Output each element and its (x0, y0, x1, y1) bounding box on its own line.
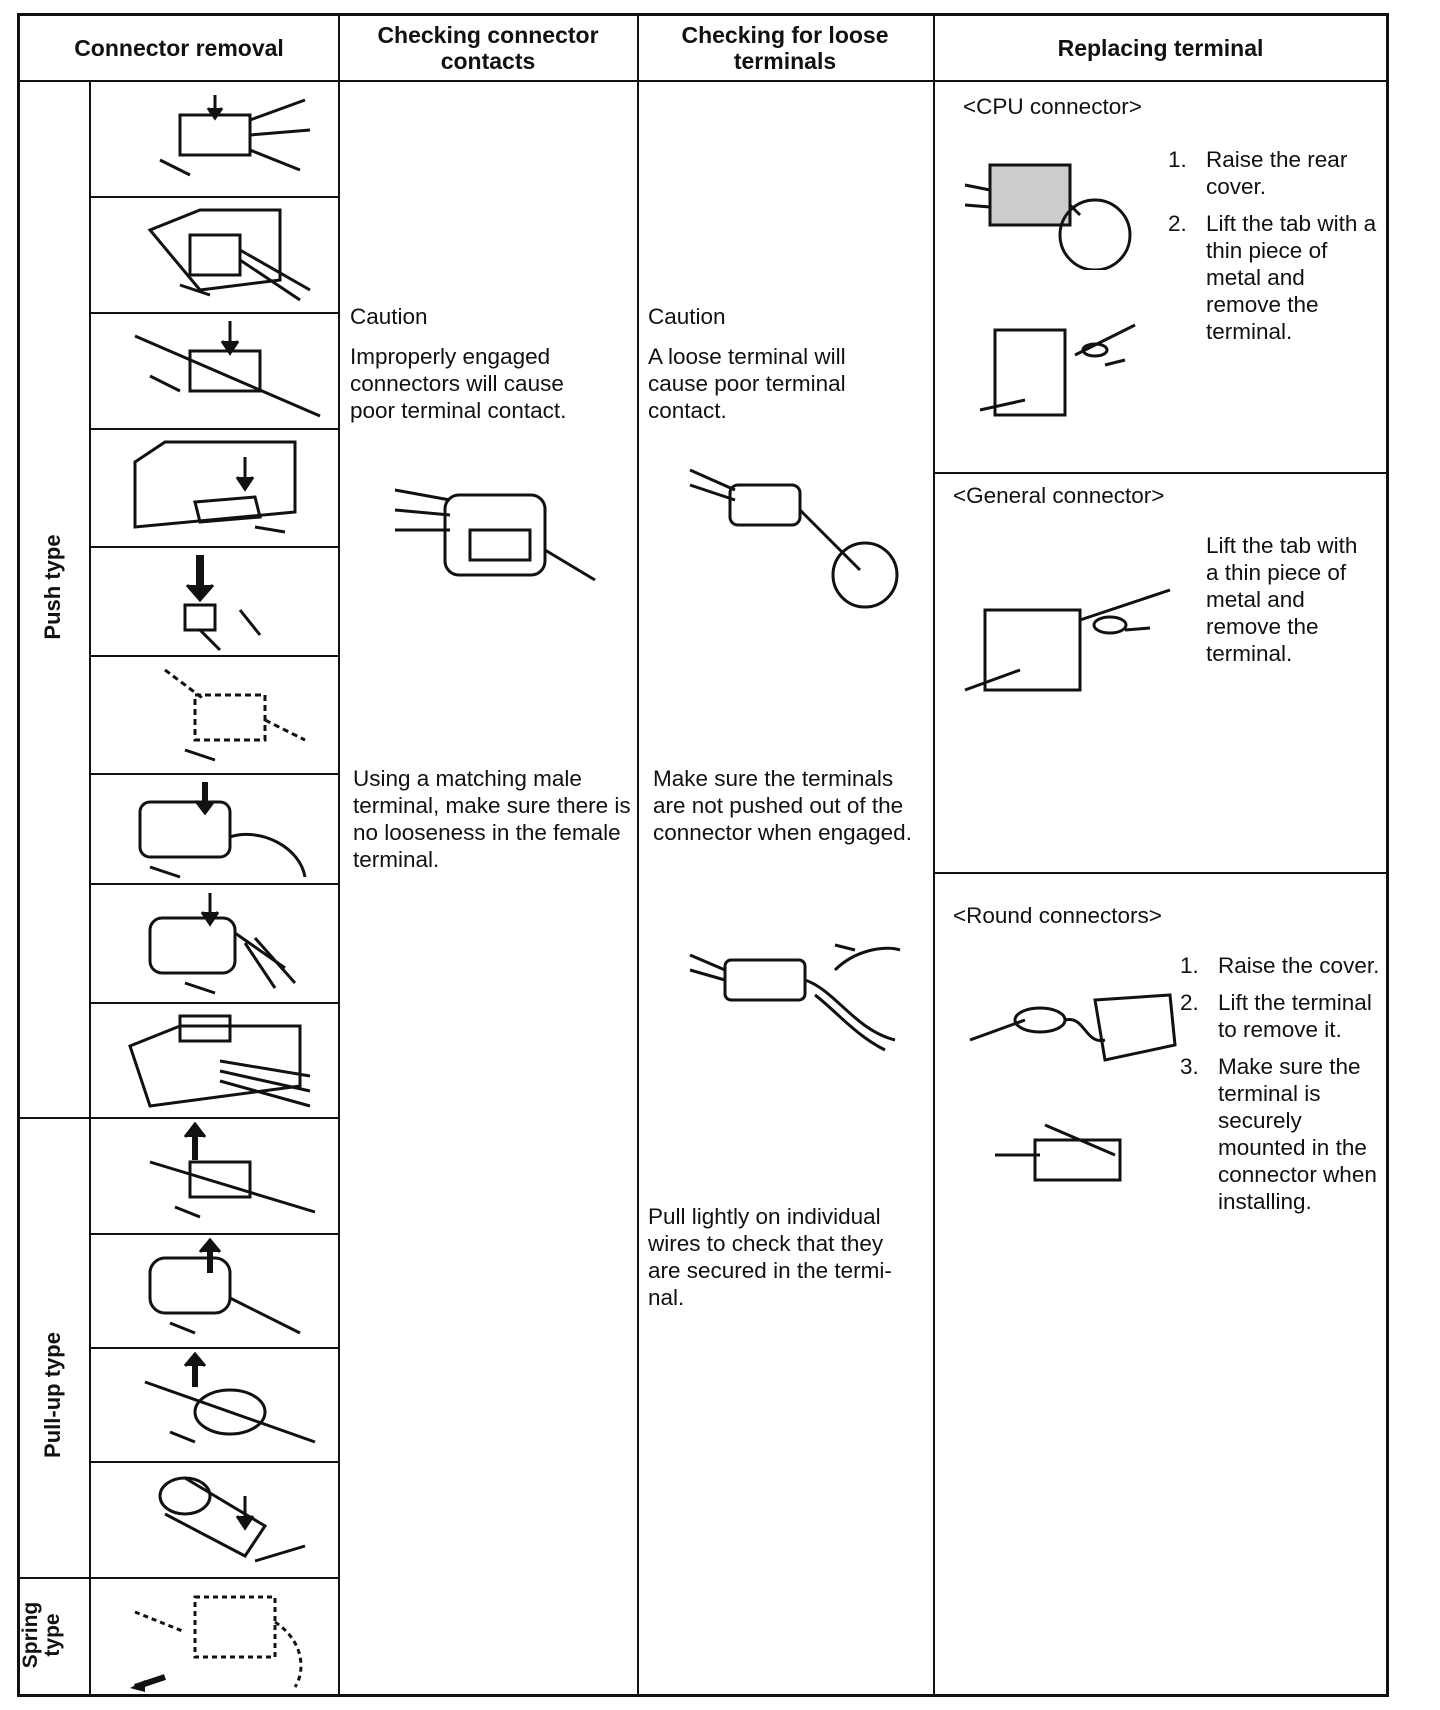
header-connector-removal: Connector removal (74, 35, 284, 61)
cpu-connector-title: <CPU connector> (963, 94, 1142, 119)
col-divider-1 (338, 13, 340, 1697)
cpu-terminal-illustration (975, 310, 1140, 430)
step-text: Raise the rear cover. (1206, 147, 1348, 199)
round-steps (1180, 952, 1385, 1225)
row-divider (90, 655, 339, 657)
row-divider (90, 546, 339, 548)
round-connector-illustration (965, 985, 1180, 1075)
connector-removal-illustration (120, 1006, 320, 1114)
general-connector-title: <General connector> (953, 483, 1165, 508)
row-divider (90, 883, 339, 885)
cpu-connector-illustration (960, 145, 1135, 270)
step-text: Make sure the terminal is securely mounted in the connector when installing. (1218, 1054, 1377, 1214)
label-spring-type (20, 1580, 80, 1690)
label-col-divider (89, 82, 91, 1696)
header-rule (17, 80, 1388, 82)
round-connectors-title: <Round connectors> (953, 903, 1162, 928)
border-left (17, 13, 20, 1697)
row-divider (90, 773, 339, 775)
pullup-spring-divider (17, 1577, 339, 1579)
border-right (1386, 13, 1389, 1697)
connector-removal-illustration (140, 200, 320, 305)
row-divider (90, 1002, 339, 1004)
header-replacing-terminal: Replacing terminal (1057, 35, 1264, 61)
connector-removal-illustration (145, 1122, 320, 1230)
connector-removal-illustration (125, 1582, 320, 1692)
connector-removal-illustration (135, 888, 315, 1000)
row-divider (90, 1347, 339, 1349)
connector-removal-illustration (140, 90, 320, 192)
step-text: Lift the terminal to remove it. (1218, 990, 1372, 1042)
step-number: 1. (1168, 147, 1187, 172)
label-spring-line1: Spring (19, 1601, 42, 1669)
loose-pushed-text: Make sure the terminals are not pushed out of the connector when engaged. (653, 766, 912, 845)
connector-removal-illustration (145, 660, 315, 770)
contacts-method-text: Using a matching male terminal, make sure there is no looseness in the female terminal. (353, 766, 631, 872)
connector-removal-illustration (130, 777, 315, 881)
general-connector-text: Lift the tab with a thin piece of metal and remove the terminal. (1206, 533, 1358, 666)
connector-removal-illustration (140, 1238, 310, 1344)
row-divider (90, 1233, 339, 1235)
push-pullup-divider (17, 1117, 339, 1119)
row-divider (90, 428, 339, 430)
contacts-caution-text: Improperly engaged connectors will cause poor terminal contact. (350, 344, 567, 423)
label-push-type: Push type (40, 534, 65, 640)
cpu-general-divider (934, 472, 1388, 474)
general-round-divider (934, 872, 1388, 874)
step-text: Raise the cover. (1218, 953, 1380, 978)
round-terminal-illustration (990, 1115, 1140, 1195)
round-step (1180, 989, 1385, 1043)
connector-removal-illustration (140, 1352, 320, 1458)
col-divider-3 (933, 13, 935, 1697)
row-divider (90, 312, 339, 314)
row-divider (90, 196, 339, 198)
header-checking-loose: Checking for loose terminals (681, 22, 889, 74)
label-pullup-type: Pull-up type (40, 1332, 65, 1458)
row-divider (90, 1461, 339, 1463)
step-number: 2. (1168, 211, 1187, 236)
loose-pull-text: Pull lightly on individual wires to check that they are secured in the termi-nal. (648, 1204, 892, 1310)
connector-removal-illustration (130, 316, 325, 424)
cpu-steps (1168, 146, 1383, 355)
label-spring-line2: type (41, 1613, 64, 1657)
connector-contact-illustration (390, 470, 600, 600)
contacts-caution-title: Caution (350, 304, 428, 329)
connector-removal-illustration (165, 550, 285, 652)
step-number: 1. (1180, 953, 1199, 978)
round-step (1180, 952, 1385, 979)
loose-terminal-illustration (685, 460, 910, 620)
round-step (1180, 1053, 1385, 1215)
pushed-terminal-illustration (685, 940, 905, 1055)
step-number: 2. (1180, 990, 1199, 1015)
general-connector-illustration (960, 580, 1175, 710)
connector-removal-illustration (145, 1466, 315, 1572)
loose-caution-title: Caution (648, 304, 726, 329)
connector-removal-illustration (125, 432, 325, 542)
step-number: 3. (1180, 1054, 1199, 1079)
loose-caution-text: A loose terminal will cause poor terminal contact. (648, 344, 846, 423)
step-text: Lift the tab with a thin piece of metal and remove the terminal. (1206, 211, 1377, 344)
cpu-step (1168, 210, 1383, 345)
header-checking-contacts: Checking connector contacts (377, 22, 599, 74)
col-divider-2 (637, 13, 639, 1697)
border-bottom (17, 1694, 1388, 1697)
cpu-step (1168, 146, 1383, 200)
